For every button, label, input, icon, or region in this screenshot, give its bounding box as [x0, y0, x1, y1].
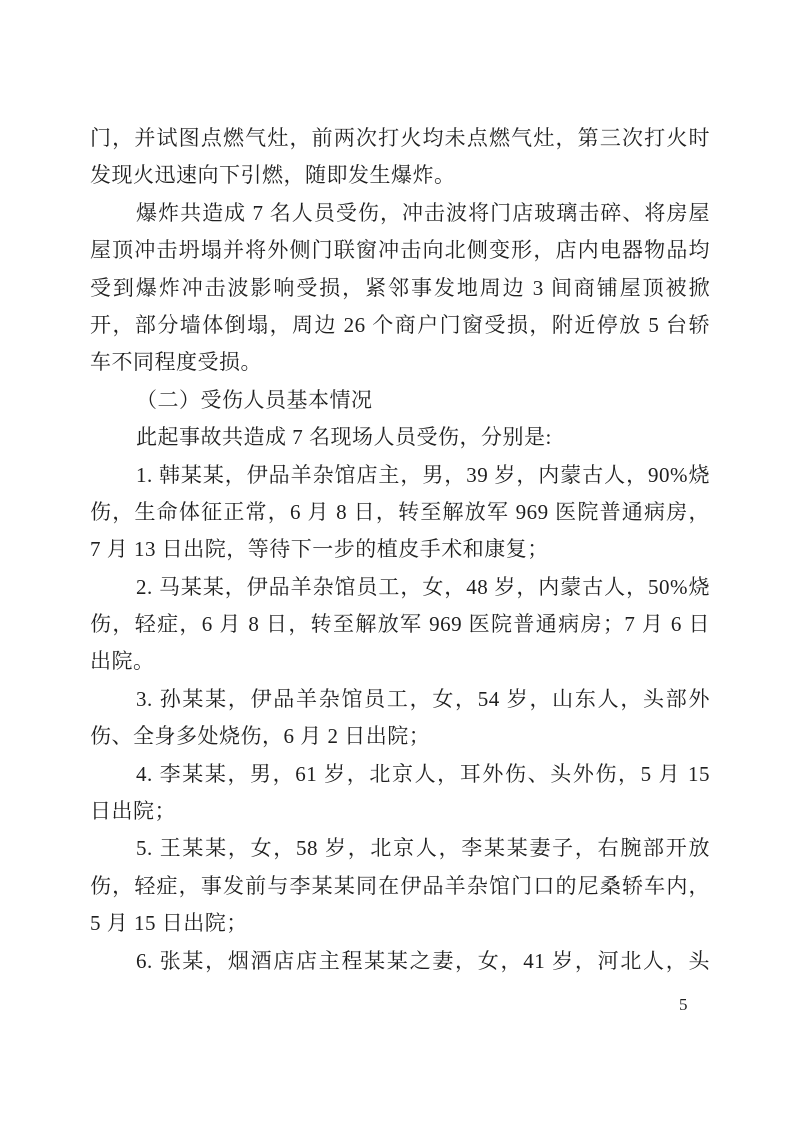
- text-line: 2. 马某某，伊品羊杂馆员工，女，48 岁，内蒙古人，50%烧: [136, 574, 710, 599]
- text-line: （二）受伤人员基本情况: [136, 387, 373, 412]
- text-line: 1. 韩某某，伊品羊杂馆店主，男，39 岁，内蒙古人，90%烧: [136, 462, 710, 487]
- text-line: 此起事故共造成 7 名现场人员受伤，分别是:: [136, 425, 552, 450]
- text-line: 爆炸共造成 7 名人员受伤，冲击波将门店玻璃击碎、将房屋: [136, 200, 710, 225]
- text-line: 伤、全身多处烧伤，6 月 2 日出院；: [90, 724, 431, 749]
- text-line: 伤，生命体征正常，6 月 8 日，转至解放军 969 医院普通病房，: [90, 499, 710, 524]
- text-line: 4. 李某某，男，61 岁，北京人，耳外伤、头外伤，5 月 15: [136, 761, 710, 786]
- text-line: 7 月 13 日出院，等待下一步的植皮手术和康复；: [90, 537, 549, 562]
- page-number: 5: [679, 995, 688, 1014]
- text-line: 发现火迅速向下引燃，随即发生爆炸。: [90, 163, 456, 188]
- text-line: 伤，轻症，事发前与李某某同在伊品羊杂馆门口的尼桑轿车内，: [90, 873, 710, 898]
- text-line: 开，部分墙体倒塌，周边 26 个商户门窗受损，附近停放 5 台轿: [90, 312, 710, 337]
- text-line: 车不同程度受损。: [90, 350, 262, 375]
- text-line: 日出院；: [90, 799, 176, 824]
- text-line: 伤，轻症，6 月 8 日，转至解放军 969 医院普通病房；7 月 6 日: [90, 612, 710, 637]
- text-line: 5 月 15 日出院；: [90, 911, 248, 936]
- text-line: 出院。: [90, 649, 155, 674]
- text-line: 受到爆炸冲击波影响受损，紧邻事发地周边 3 间商铺屋顶被掀: [90, 275, 710, 300]
- text-line: 3. 孙某某，伊品羊杂馆员工，女，54 岁，山东人，头部外: [136, 686, 710, 711]
- page-content: [90, 120, 710, 980]
- text-line: 门，并试图点燃气灶，前两次打火均未点燃气灶，第三次打火时: [90, 126, 710, 150]
- text-line: 5. 王某某，女，58 岁，北京人，李某某妻子，右腕部开放: [136, 836, 710, 861]
- text-line: 6. 张某，烟酒店店主程某某之妻，女，41 岁，河北人，头: [136, 948, 710, 973]
- text-line: 屋顶冲击坍塌并将外侧门联窗冲击向北侧变形，店内电器物品均: [90, 238, 710, 263]
